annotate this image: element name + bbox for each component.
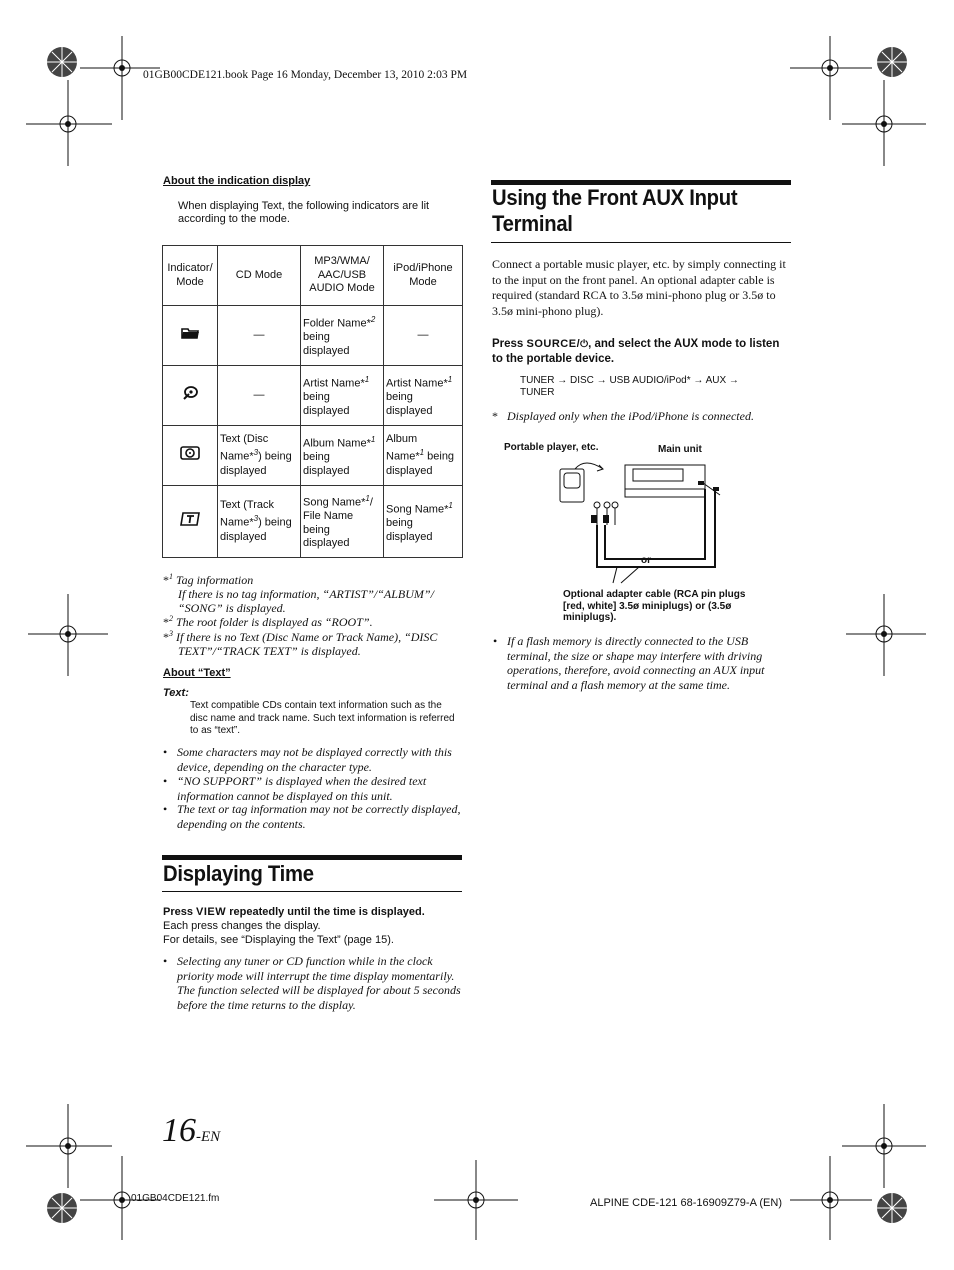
table-header: CD Mode (218, 246, 301, 306)
table-cell: Artist Name*$^1$ being displayed (301, 366, 384, 426)
section-rule (162, 855, 462, 860)
list-item: • Some characters may not be displayed correctly with this device, depending on the character type. (163, 745, 452, 774)
list-item: • “NO SUPPORT” is displayed when the desired text information cannot be displayed on this unit. (163, 774, 427, 803)
list-item: • The text or tag information may not be correctly displayed, depending on the contents. (163, 802, 461, 831)
displaying-time-title: Displaying Time (163, 861, 314, 886)
section-rule (162, 891, 462, 892)
table-cell: — (218, 306, 301, 366)
section-rule (491, 242, 791, 243)
table-cell: Artist Name*$^1$ being displayed (384, 366, 463, 426)
table-row (163, 366, 463, 426)
table-header: MP3/WMA/ AAC/USB AUDIO Mode (301, 246, 384, 306)
table-cell: Song Name*$^1$ being displayed (384, 486, 463, 558)
source-instruction: Press SOURCE/⏻, and select the AUX mode to listen to the portable device. (492, 338, 780, 365)
indication-intro: When displaying Text, the following indicators are lit according to the mode. (178, 200, 430, 225)
table-header: Indicator/ Mode (163, 246, 218, 306)
table-cell: Text (Track Name*$^3$) being displayed (218, 486, 301, 558)
source-sequence: TUNER → DISC → USB AUDIO/iPod* → AUX → TUNER (520, 375, 739, 398)
footnote-2: *$^2$ The root folder is displayed as “ROOT”. (163, 614, 373, 629)
folder-icon (163, 306, 218, 366)
about-text-heading: About “Text” (163, 667, 231, 679)
view-line-2: For details, see “Displaying the Text” (page 15). (163, 934, 394, 946)
label-or: or (641, 555, 651, 566)
text-label: Text: (163, 687, 189, 699)
asterisk-note: * Displayed only when the iPod/iPhone is connected. (492, 409, 754, 423)
footnote-3: *$^3$ If there is no Text (Disc Name or Track Name), “DISC TEXT”/“TRACK TEXT” is displayed. (163, 629, 438, 658)
table-header: iPod/iPhone Mode (384, 246, 463, 306)
view-instruction: Press VIEW repeatedly until the time is displayed. (163, 906, 425, 918)
about-text-body: Text compatible CDs contain text information such as the disc name and track name. Such text information is referred to as “text”. (190, 700, 455, 736)
table-row (163, 426, 463, 486)
table-cell: Song Name*$^1$/ File Name being displayed (301, 486, 384, 558)
aux-intro: Connect a portable music player, etc. by simply connecting it to the input on the front panel. An optional adapter cable is required (standard RCA to 3.5ø mini-phono plug or 3.5ø to 3.5ø mini-phono plug). (492, 257, 786, 318)
view-line-1: Each press changes the display. (163, 920, 321, 932)
table-cell: Album Name*$^1$ being displayed (384, 426, 463, 486)
power-icon: ⏻ (580, 339, 589, 350)
label-portable-player: Portable player, etc. (504, 442, 599, 453)
table-cell: — (384, 306, 463, 366)
track-icon (163, 486, 218, 558)
file-name: 01GB04CDE121.fm (131, 1193, 220, 1204)
aux-title: Using the Front AUX Input Terminal (492, 185, 738, 236)
book-info-header: 01GB00CDE121.book Page 16 Monday, December 13, 2010 2:03 PM (143, 69, 468, 81)
product-code: ALPINE CDE-121 68-16909Z79-A (EN) (590, 1197, 782, 1209)
page-number: 16-EN (162, 1112, 221, 1149)
adapter-caption: Optional adapter cable (RCA pin plugs [red, white] 3.5ø miniplugs) or (3.5ø miniplugs). (563, 589, 746, 623)
indicator-table (162, 245, 463, 558)
list-item: • Selecting any tuner or CD function while in the clock priority mode will interrupt the time display momentarily. The function selected will be displayed for about 5 seconds before the time returns to the display. (163, 954, 461, 1012)
table-cell: Text (Disc Name*$^3$) being displayed (218, 426, 301, 486)
indication-heading: About the indication display (163, 175, 311, 187)
disc-icon (163, 426, 218, 486)
table-row (163, 306, 463, 366)
table-cell: — (218, 366, 301, 426)
artist-icon (163, 366, 218, 426)
table-cell: Folder Name*$^2$ being displayed (301, 306, 384, 366)
table-cell: Album Name*$^1$ being displayed (301, 426, 384, 486)
footnote-1: *$^1$ Tag information If there is no tag information, “ARTIST”/“ALBUM”/ “SONG” is displayed. (163, 572, 434, 615)
connection-diagram (555, 455, 735, 590)
table-row (163, 486, 463, 558)
list-item: • If a flash memory is directly connected to the USB terminal, the size or shape may interfere with driving operations, therefore, avoid connecting an AUX input terminal and a flash memory at the same time. (493, 634, 765, 692)
label-main-unit: Main unit (658, 444, 702, 455)
